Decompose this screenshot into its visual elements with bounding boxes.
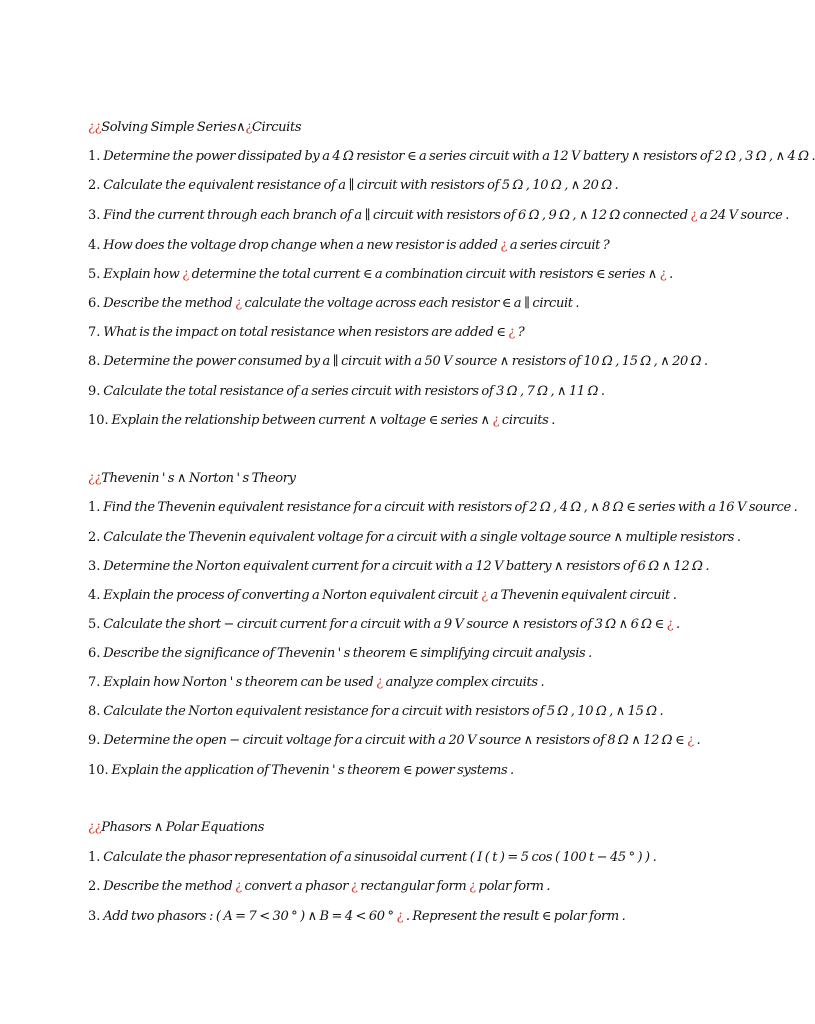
inverted-question-mark: ¿ <box>492 413 500 428</box>
list-item <box>88 763 514 779</box>
item-number: 3. <box>88 208 101 223</box>
item-text: Find the current through each branch of a ∥ circuit with resistors of 6 Ω , 9 Ω , ∧ 12 Ω connected ¿ a 24 V source . <box>103 208 790 223</box>
item-number: 8. <box>88 704 101 719</box>
item-number: 1. <box>88 500 101 515</box>
item-number: 4. <box>88 588 101 603</box>
list-item <box>88 149 815 165</box>
list-item <box>88 675 544 691</box>
item-number: 5. <box>88 267 101 282</box>
list-item <box>88 384 605 400</box>
item-text: Determine the Norton equivalent current for a circuit with a 12 V battery ∧ resistors of 6 Ω ∧ 12 Ω . <box>103 559 710 574</box>
section-heading <box>88 471 296 487</box>
item-text: Calculate the Thevenin equivalent voltage for a circuit with a single voltage source ∧ multiple resistors . <box>103 530 741 545</box>
inverted-question-mark: ¿ <box>508 325 515 340</box>
item-number: 2. <box>88 530 101 545</box>
inverted-question-mark: ¿ <box>666 617 674 632</box>
list-item <box>88 238 609 254</box>
section-heading-text: Phasors ∧ Polar Equations <box>101 820 265 835</box>
inverted-question-marks: ¿¿ <box>88 820 102 835</box>
item-number: 5. <box>88 617 101 632</box>
list-item <box>88 909 625 925</box>
item-text: Explain the relationship between current ∧ voltage ∈ series ∧ ¿ circuits . <box>111 413 556 428</box>
list-item <box>88 296 579 312</box>
item-number: 8. <box>88 354 101 369</box>
item-text: Describe the significance of Thevenin ' s theorem ∈ simplifying circuit analysis . <box>103 646 592 661</box>
list-item <box>88 646 592 662</box>
section-heading-text: Thevenin ' s ∧ Norton ' s Theory <box>101 471 296 486</box>
item-text: Calculate the Norton equivalent resistance for a circuit with resistors of 5 Ω , 10 Ω , ∧ 15 Ω . <box>103 704 664 719</box>
item-text: Calculate the phasor representation of a sinusoidal current ( I ( t ) = 5 cos ( 100 t − 45 ° ) ) . <box>103 850 657 865</box>
list-item <box>88 559 709 575</box>
inverted-question-marks: ¿¿ <box>88 120 102 135</box>
inverted-question-mark: ¿ <box>245 120 252 135</box>
inverted-question-mark: ¿ <box>690 208 698 223</box>
item-text: Add two phasors : ( A = 7 < 30 ° ) ∧ B = 4 < 60 ° ¿ . Represent the result ∈ polar form . <box>103 909 626 924</box>
item-text: Describe the method ¿ calculate the voltage across each resistor ∈ a ∥ circuit . <box>103 296 580 311</box>
item-text: How does the voltage drop change when a new resistor is added ¿ a series circuit ? <box>103 238 610 253</box>
list-item <box>88 733 700 749</box>
list-item <box>88 178 618 194</box>
section-heading <box>88 820 264 836</box>
item-number: 3. <box>88 559 101 574</box>
item-text: Calculate the total resistance of a series circuit with resistors of 3 Ω , 7 Ω , ∧ 11 Ω . <box>103 384 605 399</box>
inverted-question-mark: ¿ <box>687 733 694 748</box>
item-text: Calculate the equivalent resistance of a ∥ circuit with resistors of 5 Ω , 10 Ω , ∧ 20 Ω . <box>103 178 619 193</box>
item-text: Calculate the short − circuit current for a circuit with a 9 V source ∧ resistors of 3 Ω ∧ 6 Ω ∈ ¿ . <box>103 617 680 632</box>
list-item <box>88 354 708 370</box>
inverted-question-mark: ¿ <box>235 296 242 311</box>
inverted-question-mark: ¿ <box>376 675 383 690</box>
list-item <box>88 588 677 604</box>
inverted-question-mark: ¿ <box>235 879 242 894</box>
item-text: Describe the method ¿ convert a phasor ¿ rectangular form ¿ polar form . <box>103 879 551 894</box>
item-text: Explain how ¿ determine the total current ∈ a combination circuit with resistors ∈ series ∧ ¿ . <box>103 267 673 282</box>
item-number: 9. <box>88 733 101 748</box>
item-number: 4. <box>88 238 101 253</box>
list-item <box>88 325 524 341</box>
list-item <box>88 500 797 516</box>
list-item <box>88 617 680 633</box>
item-text: Explain the application of Thevenin ' s theorem ∈ power systems . <box>111 763 514 778</box>
item-text: Find the Thevenin equivalent resistance for a circuit with resistors of 2 Ω , 4 Ω , ∧ 8 Ω ∈ series with a 16 V source . <box>103 500 798 515</box>
item-number: 1. <box>88 149 101 164</box>
inverted-question-marks: ¿¿ <box>88 471 102 486</box>
section-heading-text: Solving Simple Series∧¿Circuits <box>101 120 302 135</box>
item-text: Explain the process of converting a Norton equivalent circuit ¿ a Thevenin equivalent circuit . <box>103 588 677 603</box>
inverted-question-mark: ¿ <box>500 238 508 253</box>
item-number: 3. <box>88 909 101 924</box>
item-number: 1. <box>88 850 101 865</box>
list-item <box>88 267 673 283</box>
inverted-question-mark: ¿ <box>659 267 667 282</box>
inverted-question-mark: ¿ <box>182 267 189 282</box>
list-item <box>88 413 555 429</box>
item-number: 2. <box>88 879 101 894</box>
item-text: What is the impact on total resistance when resistors are added ∈ ¿ ? <box>103 325 525 340</box>
item-number: 6. <box>88 296 101 311</box>
item-text: Determine the power consumed by a ∥ circuit with a 50 V source ∧ resistors of 10 Ω , 15 Ω , ∧ 20 Ω . <box>103 354 708 369</box>
section-heading <box>88 120 301 136</box>
item-number: 10. <box>88 763 109 778</box>
item-text: Determine the power dissipated by a 4 Ω resistor ∈ a series circuit with a 12 V battery ∧ resistors of 2 Ω , 3 Ω , ∧ 4 Ω . <box>103 149 815 164</box>
item-number: 7. <box>88 325 101 340</box>
item-number: 9. <box>88 384 101 399</box>
list-item <box>88 530 741 546</box>
item-number: 10. <box>88 413 109 428</box>
item-text: Explain how Norton ' s theorem can be used ¿ analyze complex circuits . <box>103 675 545 690</box>
inverted-question-mark: ¿ <box>396 909 404 924</box>
list-item <box>88 208 789 224</box>
inverted-question-mark: ¿ <box>350 879 358 894</box>
item-number: 2. <box>88 178 101 193</box>
item-number: 6. <box>88 646 101 661</box>
list-item <box>88 879 550 895</box>
list-item <box>88 850 656 866</box>
inverted-question-mark: ¿ <box>469 879 476 894</box>
item-text: Determine the open − circuit voltage for a circuit with a 20 V source ∧ resistors of 8 Ω ∧ 12 Ω ∈ ¿ . <box>103 733 701 748</box>
inverted-question-mark: ¿ <box>481 588 488 603</box>
list-item <box>88 704 663 720</box>
item-number: 7. <box>88 675 101 690</box>
